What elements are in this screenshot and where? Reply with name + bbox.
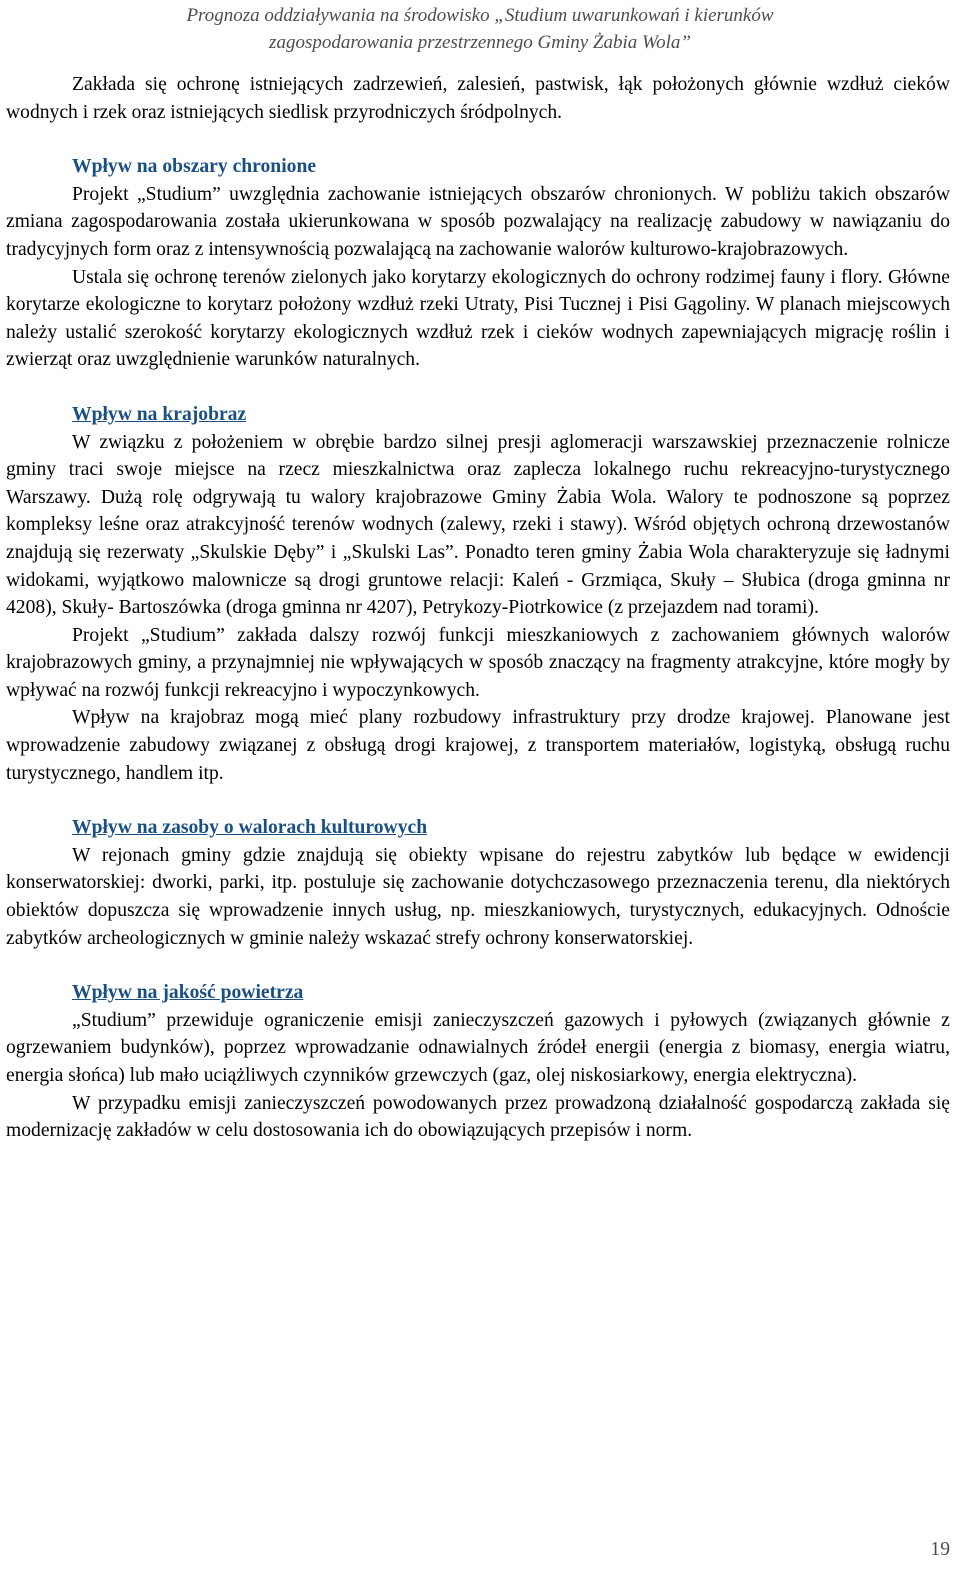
running-header <box>0 2 960 56</box>
protected-paragraph-2: Ustala się ochronę terenów zielonych jako korytarzy ekologicznych do ochrony rodzimej fauny i flory. Główne korytarze ekologiczne to korytarz położony wzdłuż rzeki Utraty, Pisi Tucznej i Pisi Gągoliny. W planach miejscowych należy ustalić szerokość korytarzy ekologicznych wzdłuż rzek i cieków wodnych zapewniających migrację roślin i zwierząt oraz uwzględnienie warunków naturalnych. <box>6 266 950 371</box>
air-paragraph-1: „Studium” przewiduje ograniczenie emisji zanieczyszczeń gazowych i pyłowych (związanych głównie z ogrzewaniem budynków), poprzez wprowadzanie odnawialnych źródeł energii (energia z biomasy, energia wiatru, energia słońca) lub mało uciążliwych czynników grzewczych (gaz, olej niskosiarkowy, energia elektryczna). <box>6 1009 950 1086</box>
intro-paragraph: Zakłada się ochronę istniejących zadrzewień, zalesień, pastwisk, łąk położonych głównie wzdłuż cieków wodnych i rzek oraz istniejących siedlisk przyrodniczych śródpolnych. <box>6 74 950 123</box>
header-line-1: Prognoza oddziaływania na środowisko „Studium uwarunkowań i kierunków <box>186 5 774 26</box>
header-line-2: zagospodarowania przestrzennego Gminy Żabia Wola” <box>269 32 691 53</box>
spacer <box>6 787 950 814</box>
cultural-paragraph-1: W rejonach gminy gdzie znajdują się obiekty wpisane do rejestru zabytków lub będące w ewidencji konserwatorskiej: dworki, parki, itp. postuluje się zachowanie dotychczasowego przeznaczenia terenu, dla niektórych obiektów dopuszcza się wprowadzenie innych usług, np. mieszkaniowych, turystycznych, edukacyjnych. Odnoście zabytków archeologicznych w gminie należy wskazać strefy ochrony konserwatorskiej. <box>6 844 950 949</box>
document-body <box>6 71 950 1145</box>
air-paragraph-2: W przypadku emisji zanieczyszczeń powodowanych przez prowadzoną działalność gospodarczą zakłada się modernizację zakładów w celu dostosowania ich do obowiązujących przepisów i norm. <box>6 1092 950 1142</box>
landscape-paragraph-3: Wpływ na krajobraz mogą mieć plany rozbudowy infrastruktury przy drodze krajowej. Planowane jest wprowadzenie zabudowy związanej z obsługą drogi krajowej, z transportem materiałów, logistyką, obsługą ruchu turystycznego, handlem itp. <box>6 707 950 784</box>
page-number: 19 <box>930 1539 950 1560</box>
heading-cultural-resources: Wpływ na zasoby o walorach kulturowych <box>72 817 428 839</box>
landscape-paragraph-1: W związku z położeniem w obrębie bardzo silnej presji aglomeracji warszawskiej przeznaczenie rolnicze gminy traci swoje miejsce na rzecz mieszkalnictwa oraz zaplecza lokalnego ruchu rekreacyjno-turystycznego Warszawy. Dużą rolę odgrywają tu walory krajobrazowe Gminy Żabia Wola. Walory te podnoszone są poprzez kompleksy leśne oraz atrakcyjność terenów wodnych (zalewy, rzeki i stawy). Wśród objętych ochroną drzewostanów znajdują się rezerwaty „Skulskie Dęby” i „Skulski Las”. Ponadto teren gminy Żabia Wola charakteryzuje się ładnymi widokami, wyjątkowo malownicze są drogi gruntowe relacji: Kaleń - Grzmiąca, Skuły – Słubica (droga gminna nr 4208), Skuły- Bartoszówka (droga gminna nr 4207), Petrykozy-Piotrkowice (z przejazdem nad torami). <box>6 431 950 619</box>
heading-air-quality: Wpływ na jakość powietrza <box>72 982 304 1004</box>
heading-landscape: Wpływ na krajobraz <box>72 403 247 425</box>
protected-paragraph-1: Projekt „Studium” uwzględnia zachowanie istniejących obszarów chronionych. W pobliżu takich obszarów zmiana zagospodarowania została ukierunkowana w sposób pozwalający na realizację zabudowy w nawiązaniu do tradycyjnych form oraz z intensywnością pozwalającą na zachowanie walorów kulturowo-krajobrazowych. <box>6 183 950 260</box>
spacer <box>6 374 950 401</box>
landscape-paragraph-2: Projekt „Studium” zakłada dalszy rozwój funkcji mieszkaniowych z zachowaniem głównych walorów krajobrazowych gminy, a przynajmniej nie wpływających w sposób znaczący na fragmenty atrakcyjne, które mogły by wpływać na rozwój funkcji rekreacyjno i wypoczynkowych. <box>6 624 950 701</box>
spacer <box>6 126 950 153</box>
spacer <box>6 952 950 979</box>
heading-protected-areas: Wpływ na obszary chronione <box>72 156 317 178</box>
